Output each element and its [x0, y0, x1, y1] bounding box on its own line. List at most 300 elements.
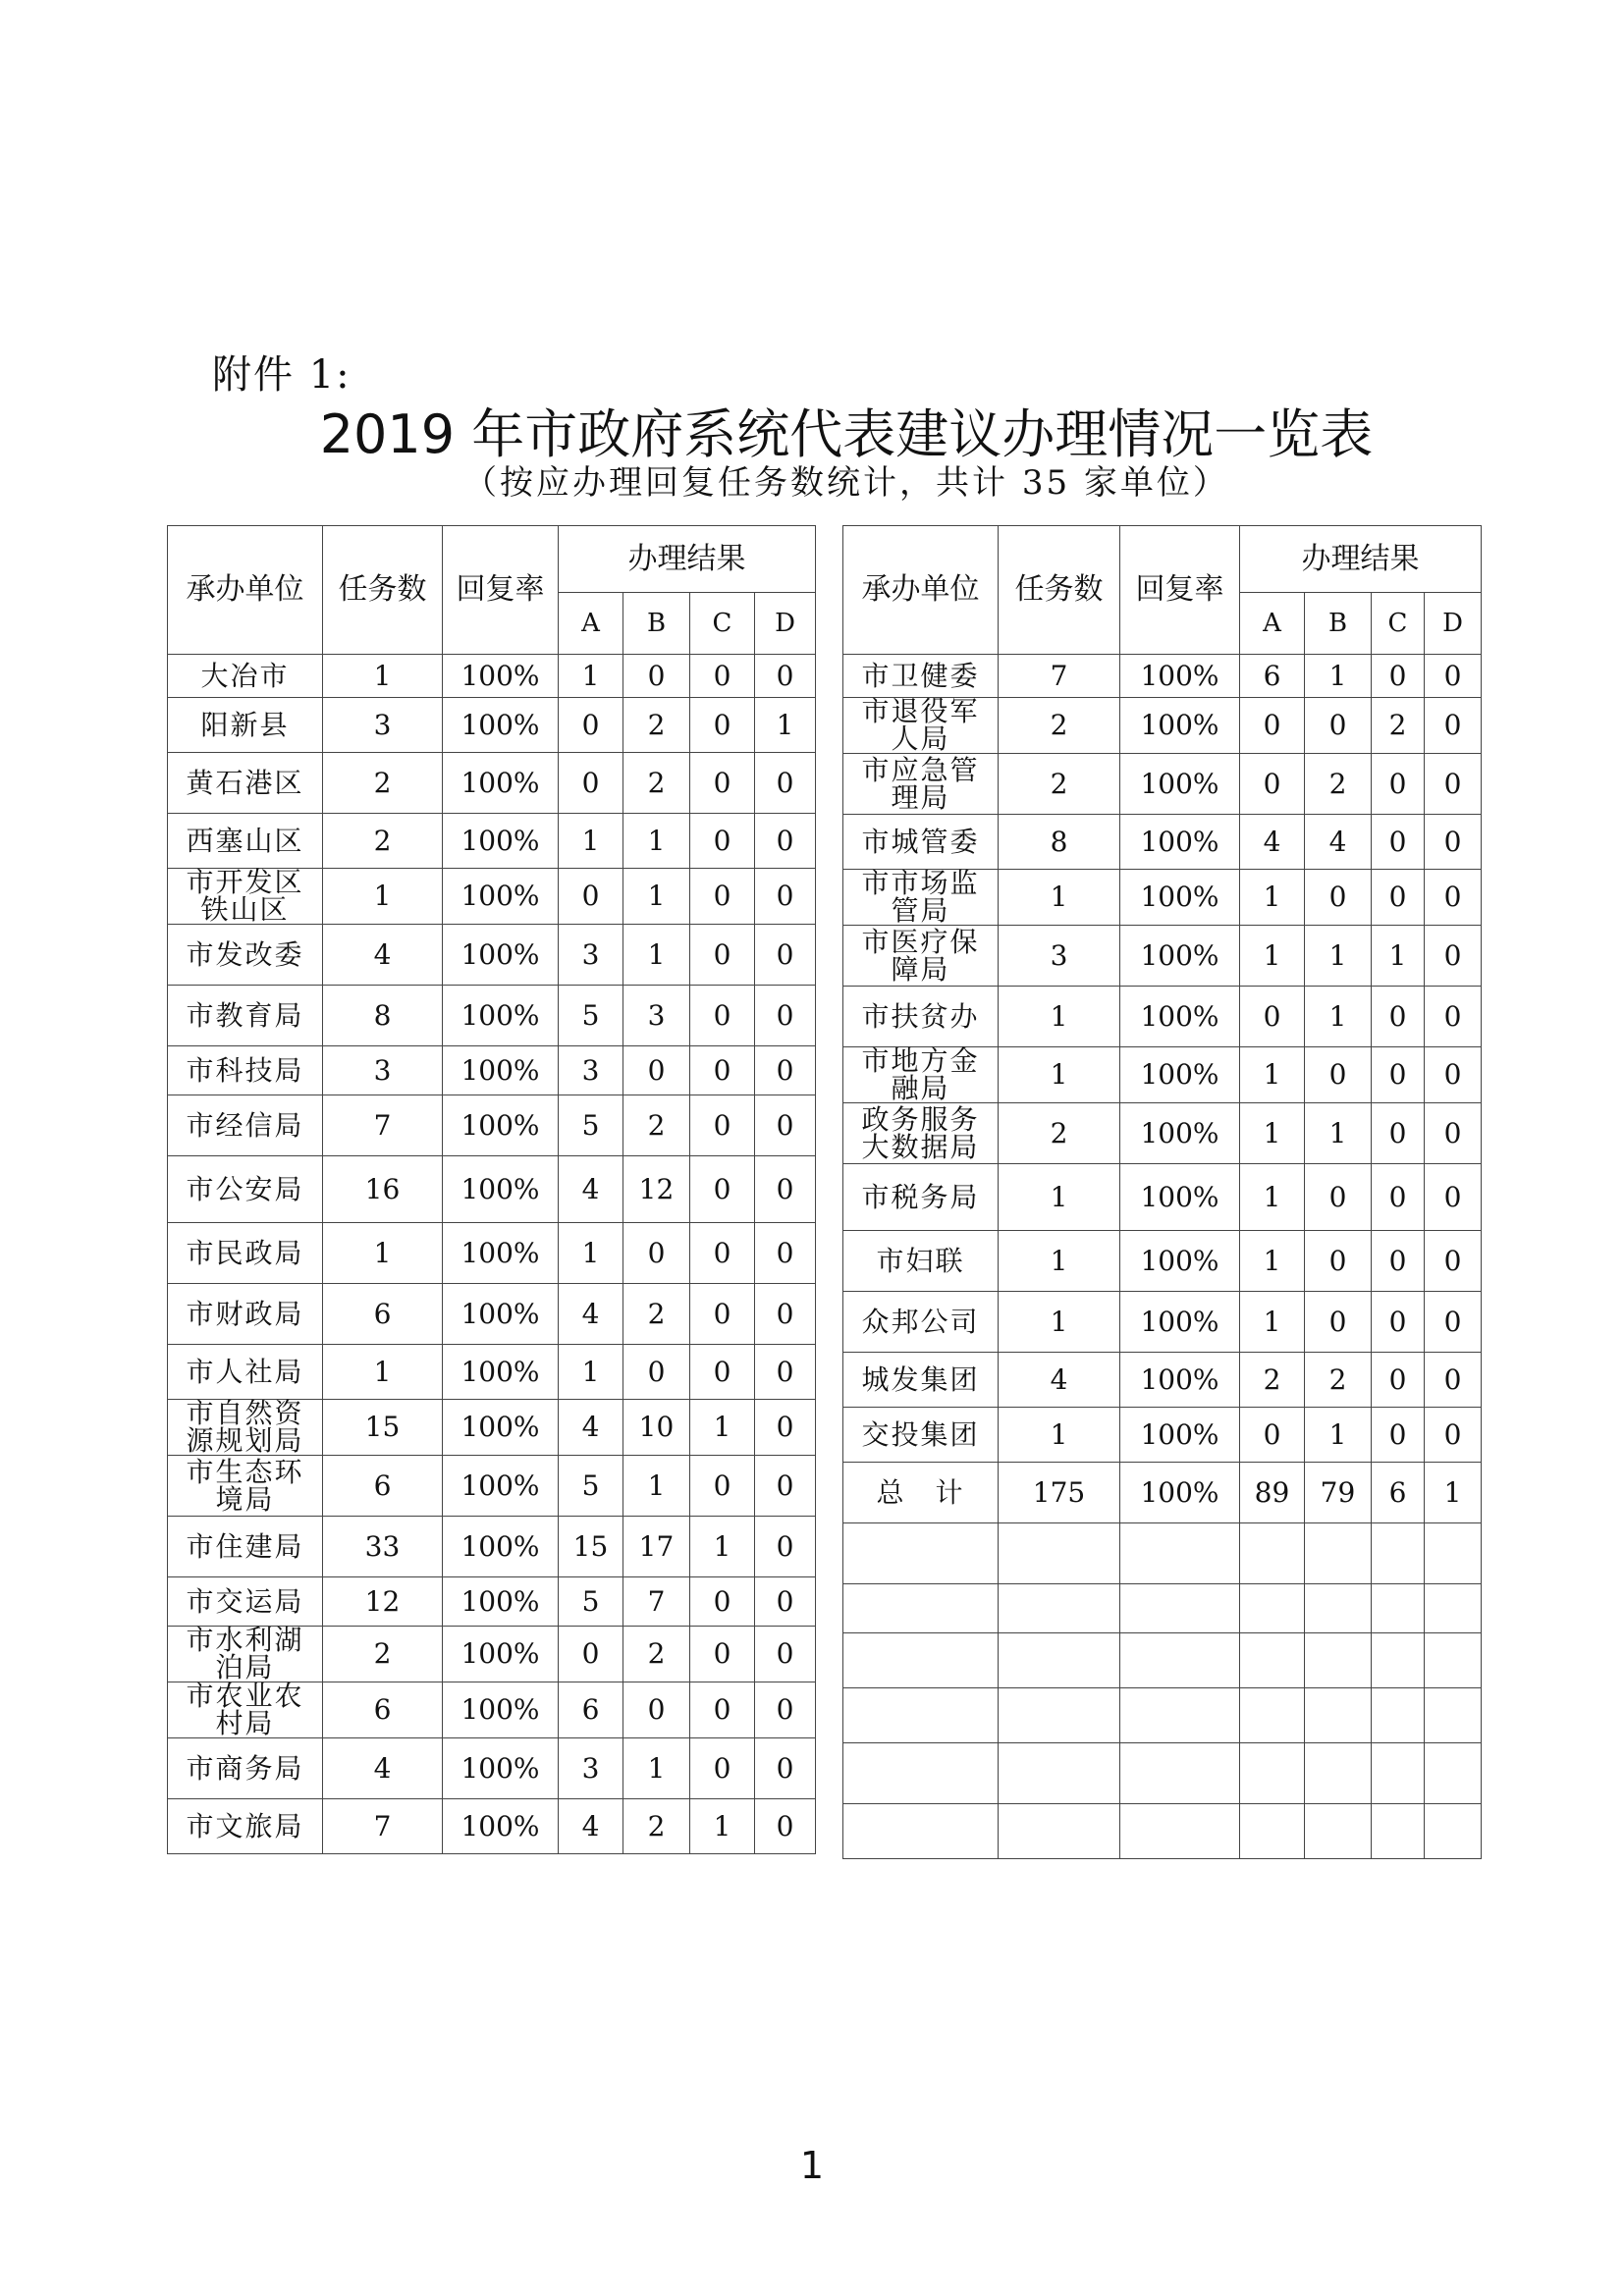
rate-cell: 100% — [443, 698, 559, 753]
c-cell: 2 — [1372, 698, 1425, 754]
d-cell — [1425, 1584, 1482, 1633]
rate-cell: 100% — [443, 1345, 559, 1400]
tasks-cell — [999, 1743, 1120, 1804]
rate-cell: 100% — [443, 1577, 559, 1627]
rate-cell: 100% — [1120, 1408, 1240, 1463]
b-cell: 2 — [1305, 754, 1372, 815]
b-cell: 2 — [623, 1627, 690, 1682]
rate-cell: 100% — [443, 1156, 559, 1223]
rate-cell: 100% — [443, 1223, 559, 1284]
tasks-cell: 7 — [323, 1095, 443, 1156]
b-cell: 1 — [623, 814, 690, 869]
tasks-cell: 3 — [323, 698, 443, 753]
d-cell — [1425, 1523, 1482, 1584]
rate-cell: 100% — [1120, 1231, 1240, 1292]
a-cell: 0 — [1240, 1408, 1305, 1463]
d-cell: 0 — [755, 1456, 816, 1517]
b-cell — [1305, 1688, 1372, 1743]
table-row — [168, 1400, 816, 1456]
d-cell: 0 — [755, 1627, 816, 1682]
c-cell: 0 — [1372, 1408, 1425, 1463]
header-b: B — [1305, 593, 1372, 655]
header-unit: 承办单位 — [168, 526, 323, 655]
b-cell: 1 — [1305, 655, 1372, 698]
b-cell: 0 — [623, 655, 690, 698]
b-cell: 12 — [623, 1156, 690, 1223]
unit-cell: 市扶贫办 — [843, 987, 999, 1047]
unit-cell: 市科技局 — [168, 1046, 323, 1095]
tasks-cell: 2 — [999, 754, 1120, 815]
unit-cell: 市农业农村局 — [168, 1682, 323, 1738]
b-cell: 1 — [1305, 1103, 1372, 1164]
c-cell: 0 — [690, 1156, 755, 1223]
d-cell: 0 — [755, 1223, 816, 1284]
unit-cell: 市经信局 — [168, 1095, 323, 1156]
a-cell: 15 — [559, 1517, 623, 1577]
tasks-cell: 16 — [323, 1156, 443, 1223]
rate-cell: 100% — [1120, 1164, 1240, 1231]
rate-cell: 100% — [1120, 1353, 1240, 1408]
d-cell: 1 — [755, 698, 816, 753]
c-cell: 0 — [1372, 1047, 1425, 1103]
table-row — [843, 754, 1482, 815]
page-subtitle: （按应办理回复任务数统计，共计 35 家单位） — [463, 463, 1229, 503]
tasks-cell — [999, 1633, 1120, 1688]
left-table — [167, 525, 816, 1854]
tasks-cell: 33 — [323, 1517, 443, 1577]
table-row — [843, 1463, 1482, 1523]
c-cell: 0 — [1372, 1353, 1425, 1408]
b-cell: 1 — [623, 1456, 690, 1517]
b-cell: 79 — [1305, 1463, 1372, 1523]
tasks-cell: 1 — [999, 987, 1120, 1047]
table-row — [168, 1095, 816, 1156]
c-cell: 0 — [690, 1682, 755, 1738]
a-cell: 1 — [1240, 1292, 1305, 1353]
rate-cell: 100% — [1120, 1463, 1240, 1523]
c-cell: 0 — [690, 1456, 755, 1517]
header-d: D — [1425, 593, 1482, 655]
c-cell: 6 — [1372, 1463, 1425, 1523]
unit-cell: 市地方金融局 — [843, 1047, 999, 1103]
d-cell — [1425, 1688, 1482, 1743]
unit-cell: 总 计 — [843, 1463, 999, 1523]
a-cell — [1240, 1584, 1305, 1633]
unit-cell: 政务服务大数据局 — [843, 1103, 999, 1164]
table-row — [168, 814, 816, 869]
table-row — [168, 698, 816, 753]
d-cell: 0 — [1425, 698, 1482, 754]
unit-cell — [843, 1633, 999, 1688]
d-cell: 1 — [1425, 1463, 1482, 1523]
unit-cell: 市水利湖泊局 — [168, 1627, 323, 1682]
a-cell: 1 — [1240, 1103, 1305, 1164]
rate-cell — [1120, 1633, 1240, 1688]
table-row — [168, 1046, 816, 1095]
unit-cell: 市卫健委 — [843, 655, 999, 698]
d-cell: 0 — [1425, 1047, 1482, 1103]
a-cell: 0 — [559, 869, 623, 925]
b-cell: 4 — [1305, 815, 1372, 870]
d-cell: 0 — [755, 1046, 816, 1095]
unit-cell — [843, 1743, 999, 1804]
table-row — [168, 1799, 816, 1854]
c-cell: 0 — [690, 698, 755, 753]
b-cell: 0 — [1305, 698, 1372, 754]
rate-cell: 100% — [443, 655, 559, 698]
c-cell: 0 — [690, 1627, 755, 1682]
c-cell: 0 — [690, 1046, 755, 1095]
header-a: A — [1240, 593, 1305, 655]
rate-cell: 100% — [443, 1799, 559, 1854]
page-number: 1 — [799, 2144, 825, 2187]
c-cell — [1372, 1523, 1425, 1584]
tasks-cell: 7 — [323, 1799, 443, 1854]
unit-cell: 市人社局 — [168, 1345, 323, 1400]
b-cell — [1305, 1804, 1372, 1859]
tasks-cell: 1 — [999, 1047, 1120, 1103]
rate-cell: 100% — [1120, 1047, 1240, 1103]
rate-cell: 100% — [1120, 698, 1240, 754]
tasks-cell: 6 — [323, 1284, 443, 1345]
tasks-cell: 3 — [999, 926, 1120, 987]
a-cell: 0 — [559, 698, 623, 753]
b-cell: 17 — [623, 1517, 690, 1577]
c-cell: 0 — [690, 1345, 755, 1400]
b-cell: 1 — [1305, 926, 1372, 987]
header-rate: 回复率 — [443, 526, 559, 655]
d-cell: 0 — [755, 925, 816, 986]
a-cell: 5 — [559, 1577, 623, 1627]
c-cell: 0 — [690, 1095, 755, 1156]
tasks-cell — [999, 1688, 1120, 1743]
a-cell — [1240, 1804, 1305, 1859]
a-cell: 5 — [559, 1456, 623, 1517]
d-cell: 0 — [1425, 1292, 1482, 1353]
c-cell: 0 — [690, 753, 755, 814]
d-cell: 0 — [1425, 987, 1482, 1047]
unit-cell: 市文旅局 — [168, 1799, 323, 1854]
c-cell: 0 — [1372, 870, 1425, 926]
b-cell: 1 — [1305, 987, 1372, 1047]
a-cell: 0 — [559, 753, 623, 814]
table-row — [843, 815, 1482, 870]
a-cell: 1 — [1240, 1164, 1305, 1231]
table-row — [843, 698, 1482, 754]
unit-cell: 西塞山区 — [168, 814, 323, 869]
table-row — [168, 1627, 816, 1682]
d-cell: 0 — [1425, 1103, 1482, 1164]
c-cell: 0 — [1372, 815, 1425, 870]
c-cell — [1372, 1584, 1425, 1633]
c-cell — [1372, 1688, 1425, 1743]
a-cell: 3 — [559, 1046, 623, 1095]
header-rate: 回复率 — [1120, 526, 1240, 655]
a-cell: 1 — [559, 655, 623, 698]
unit-cell: 市城管委 — [843, 815, 999, 870]
d-cell: 0 — [1425, 655, 1482, 698]
tasks-cell: 1 — [999, 1231, 1120, 1292]
d-cell: 0 — [755, 869, 816, 925]
d-cell: 0 — [755, 1517, 816, 1577]
rate-cell: 100% — [1120, 1292, 1240, 1353]
unit-cell: 交投集团 — [843, 1408, 999, 1463]
b-cell: 1 — [623, 925, 690, 986]
d-cell: 0 — [755, 986, 816, 1046]
a-cell: 0 — [1240, 698, 1305, 754]
unit-cell: 城发集团 — [843, 1353, 999, 1408]
tasks-cell: 8 — [323, 986, 443, 1046]
table-row — [843, 1231, 1482, 1292]
unit-cell: 市生态环境局 — [168, 1456, 323, 1517]
table-row — [843, 870, 1482, 926]
rate-cell: 100% — [443, 1738, 559, 1799]
c-cell: 0 — [1372, 987, 1425, 1047]
tasks-cell: 1 — [323, 1223, 443, 1284]
a-cell: 1 — [1240, 926, 1305, 987]
d-cell: 0 — [1425, 754, 1482, 815]
b-cell — [1305, 1633, 1372, 1688]
table-row — [168, 1577, 816, 1627]
tasks-cell: 175 — [999, 1463, 1120, 1523]
header-b: B — [623, 593, 690, 655]
a-cell: 89 — [1240, 1463, 1305, 1523]
a-cell: 0 — [559, 1627, 623, 1682]
header-d: D — [755, 593, 816, 655]
table-row — [168, 1456, 816, 1517]
table-row — [843, 1743, 1482, 1804]
d-cell — [1425, 1804, 1482, 1859]
left-table-body — [168, 655, 816, 1854]
tasks-cell: 15 — [323, 1400, 443, 1456]
tasks-cell: 3 — [323, 1046, 443, 1095]
a-cell — [1240, 1633, 1305, 1688]
c-cell: 0 — [1372, 1231, 1425, 1292]
a-cell: 1 — [559, 1223, 623, 1284]
tasks-cell: 4 — [323, 1738, 443, 1799]
table-row — [168, 1682, 816, 1738]
b-cell: 3 — [623, 986, 690, 1046]
header-a: A — [559, 593, 623, 655]
b-cell — [1305, 1584, 1372, 1633]
d-cell: 0 — [755, 753, 816, 814]
table-row — [843, 1688, 1482, 1743]
rate-cell: 100% — [443, 1400, 559, 1456]
b-cell: 0 — [1305, 1164, 1372, 1231]
d-cell: 0 — [755, 1682, 816, 1738]
c-cell: 0 — [1372, 1164, 1425, 1231]
d-cell: 0 — [755, 1345, 816, 1400]
b-cell: 2 — [623, 753, 690, 814]
rate-cell: 100% — [443, 869, 559, 925]
b-cell: 7 — [623, 1577, 690, 1627]
d-cell: 0 — [1425, 815, 1482, 870]
tasks-cell — [999, 1584, 1120, 1633]
tasks-cell: 1 — [999, 1292, 1120, 1353]
b-cell: 0 — [1305, 1047, 1372, 1103]
tasks-cell — [999, 1804, 1120, 1859]
a-cell: 0 — [1240, 754, 1305, 815]
table-row — [843, 655, 1482, 698]
unit-cell: 黄石港区 — [168, 753, 323, 814]
rate-cell: 100% — [443, 1284, 559, 1345]
a-cell — [1240, 1688, 1305, 1743]
tasks-cell: 1 — [999, 1164, 1120, 1231]
b-cell: 0 — [623, 1046, 690, 1095]
unit-cell: 众邦公司 — [843, 1292, 999, 1353]
a-cell: 3 — [559, 925, 623, 986]
c-cell: 0 — [690, 1223, 755, 1284]
table-row — [168, 1738, 816, 1799]
tasks-cell: 1 — [323, 869, 443, 925]
a-cell: 5 — [559, 1095, 623, 1156]
c-cell: 0 — [690, 869, 755, 925]
c-cell: 0 — [690, 925, 755, 986]
rate-cell — [1120, 1584, 1240, 1633]
rate-cell: 100% — [443, 1456, 559, 1517]
c-cell: 0 — [690, 655, 755, 698]
rate-cell: 100% — [443, 1046, 559, 1095]
table-row — [843, 987, 1482, 1047]
unit-cell — [843, 1523, 999, 1584]
b-cell: 10 — [623, 1400, 690, 1456]
d-cell: 0 — [755, 1156, 816, 1223]
c-cell: 1 — [1372, 926, 1425, 987]
rate-cell: 100% — [443, 925, 559, 986]
rate-cell: 100% — [1120, 655, 1240, 698]
b-cell: 0 — [623, 1223, 690, 1284]
b-cell: 1 — [623, 1738, 690, 1799]
d-cell: 0 — [1425, 1164, 1482, 1231]
a-cell: 4 — [559, 1400, 623, 1456]
a-cell: 3 — [559, 1738, 623, 1799]
a-cell: 1 — [559, 1345, 623, 1400]
d-cell: 0 — [755, 1095, 816, 1156]
table-row — [843, 1353, 1482, 1408]
d-cell: 0 — [1425, 926, 1482, 987]
b-cell: 2 — [623, 1799, 690, 1854]
unit-cell: 市发改委 — [168, 925, 323, 986]
table-row — [168, 925, 816, 986]
right-table — [842, 525, 1482, 1859]
d-cell: 0 — [755, 1799, 816, 1854]
unit-cell — [843, 1688, 999, 1743]
b-cell — [1305, 1743, 1372, 1804]
a-cell: 6 — [559, 1682, 623, 1738]
c-cell: 0 — [690, 814, 755, 869]
d-cell: 0 — [1425, 1408, 1482, 1463]
unit-cell: 市财政局 — [168, 1284, 323, 1345]
tasks-cell: 7 — [999, 655, 1120, 698]
c-cell: 0 — [690, 986, 755, 1046]
b-cell: 2 — [623, 1095, 690, 1156]
unit-cell: 市住建局 — [168, 1517, 323, 1577]
d-cell — [1425, 1743, 1482, 1804]
rate-cell: 100% — [1120, 926, 1240, 987]
d-cell: 0 — [755, 655, 816, 698]
table-row — [843, 1633, 1482, 1688]
table-row — [168, 869, 816, 925]
header-unit: 承办单位 — [843, 526, 999, 655]
rate-cell: 100% — [1120, 1103, 1240, 1164]
a-cell: 2 — [1240, 1353, 1305, 1408]
table-row — [843, 1292, 1482, 1353]
b-cell: 0 — [1305, 1292, 1372, 1353]
table-row — [843, 1047, 1482, 1103]
tasks-cell: 1 — [999, 870, 1120, 926]
header-results: 办理结果 — [559, 526, 816, 593]
rate-cell: 100% — [1120, 870, 1240, 926]
a-cell: 1 — [1240, 870, 1305, 926]
a-cell: 6 — [1240, 655, 1305, 698]
a-cell: 4 — [1240, 815, 1305, 870]
rate-cell: 100% — [443, 986, 559, 1046]
rate-cell — [1120, 1804, 1240, 1859]
table-row — [843, 1523, 1482, 1584]
unit-cell: 市教育局 — [168, 986, 323, 1046]
tasks-cell: 6 — [323, 1682, 443, 1738]
table-row — [168, 986, 816, 1046]
table-row — [843, 1804, 1482, 1859]
tasks-cell: 2 — [323, 753, 443, 814]
unit-cell: 市税务局 — [843, 1164, 999, 1231]
rate-cell: 100% — [1120, 815, 1240, 870]
tasks-cell: 1 — [323, 655, 443, 698]
unit-cell: 市民政局 — [168, 1223, 323, 1284]
d-cell: 0 — [755, 1738, 816, 1799]
b-cell: 0 — [623, 1345, 690, 1400]
d-cell: 0 — [755, 1284, 816, 1345]
header-c: C — [690, 593, 755, 655]
table-row — [168, 1284, 816, 1345]
a-cell: 1 — [559, 814, 623, 869]
b-cell: 2 — [623, 698, 690, 753]
a-cell — [1240, 1523, 1305, 1584]
c-cell: 0 — [690, 1284, 755, 1345]
unit-cell: 市妇联 — [843, 1231, 999, 1292]
table-row — [168, 1223, 816, 1284]
unit-cell — [843, 1804, 999, 1859]
c-cell: 0 — [1372, 655, 1425, 698]
a-cell: 4 — [559, 1156, 623, 1223]
tasks-cell: 2 — [323, 814, 443, 869]
table-row — [843, 1164, 1482, 1231]
rate-cell: 100% — [1120, 754, 1240, 815]
b-cell: 0 — [623, 1682, 690, 1738]
d-cell: 0 — [1425, 870, 1482, 926]
c-cell: 1 — [690, 1400, 755, 1456]
c-cell: 0 — [1372, 754, 1425, 815]
d-cell — [1425, 1633, 1482, 1688]
table-row — [168, 1345, 816, 1400]
table-row — [168, 1517, 816, 1577]
unit-cell: 市市场监管局 — [843, 870, 999, 926]
c-cell: 1 — [690, 1799, 755, 1854]
tasks-cell: 2 — [323, 1627, 443, 1682]
d-cell: 0 — [1425, 1353, 1482, 1408]
header-tasks: 任务数 — [323, 526, 443, 655]
right-table-body — [843, 655, 1482, 1859]
d-cell: 0 — [755, 1400, 816, 1456]
table-row — [843, 926, 1482, 987]
table-row — [168, 655, 816, 698]
a-cell: 1 — [1240, 1047, 1305, 1103]
table-row — [168, 1156, 816, 1223]
tasks-cell: 4 — [999, 1353, 1120, 1408]
tasks-cell — [999, 1523, 1120, 1584]
tasks-cell: 1 — [323, 1345, 443, 1400]
rate-cell — [1120, 1688, 1240, 1743]
